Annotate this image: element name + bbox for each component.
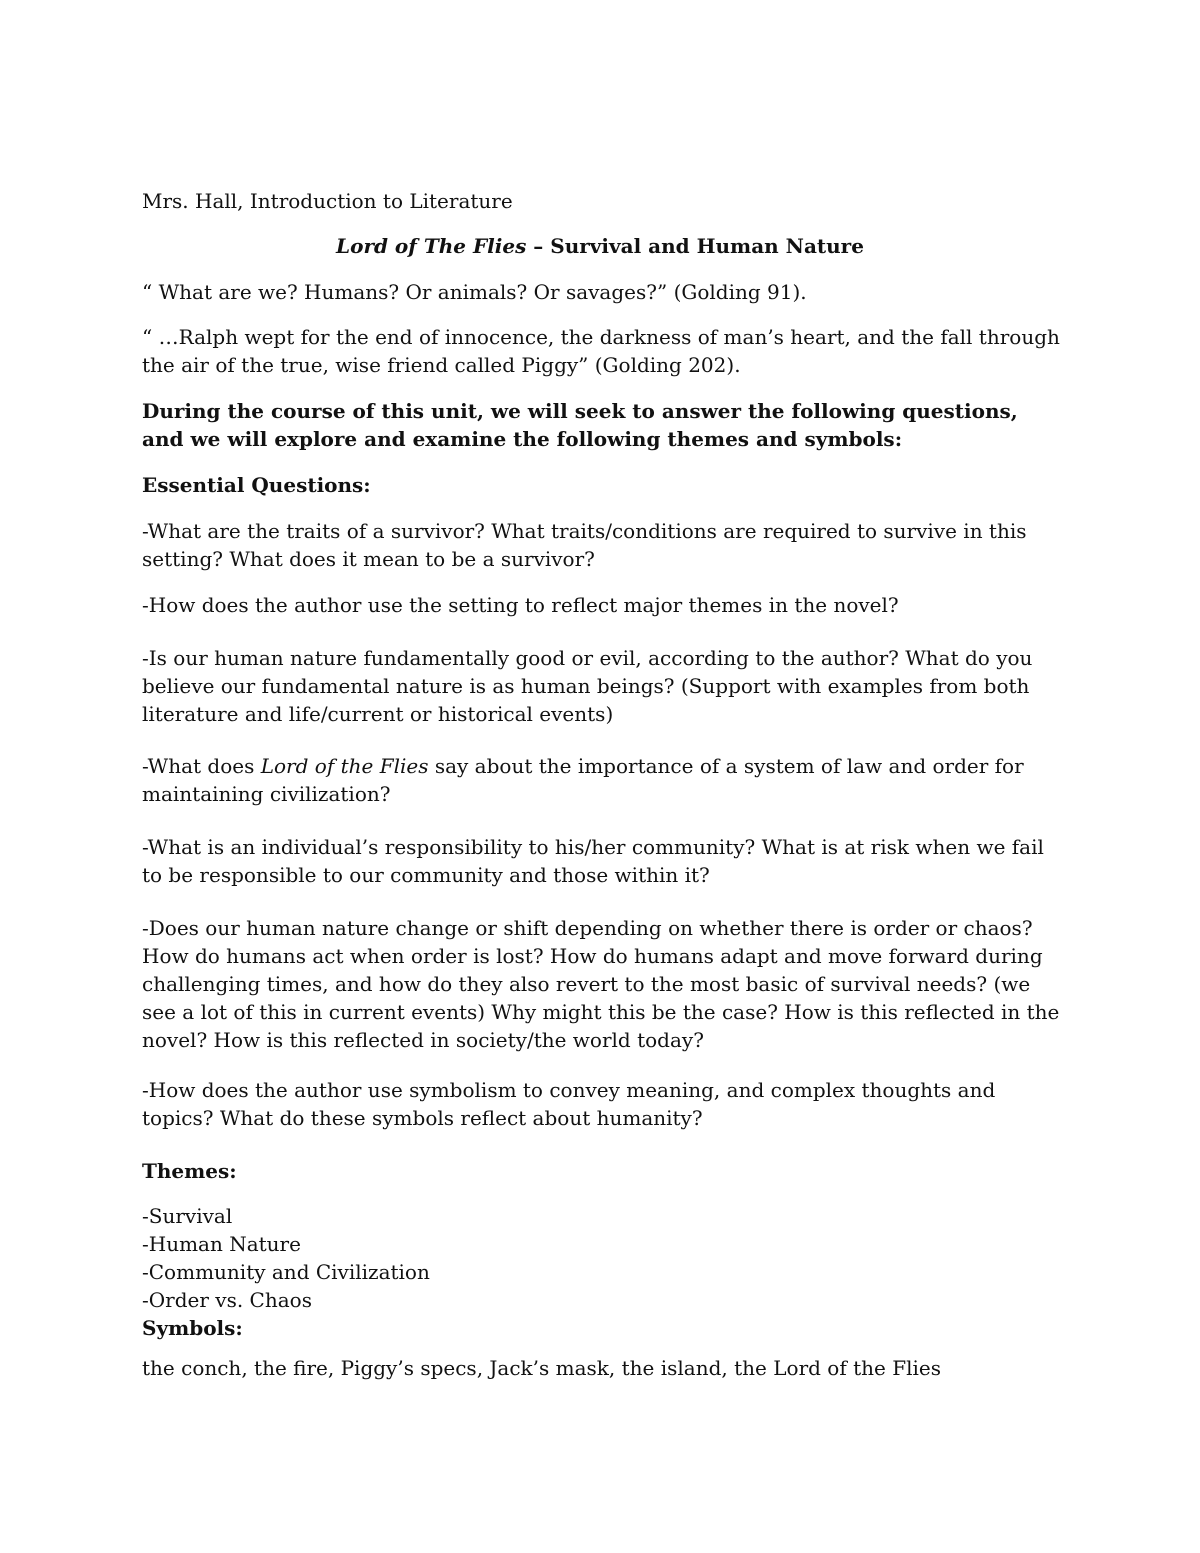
- teacher-course-line: Mrs. Hall, Introduction to Literature: [142, 189, 513, 213]
- question-6: -Does our human nature change or shift depending on whether there is order or chaos? How do humans act when order is lost? How do humans adapt and move forward during challenging times, and how do they also revert to the most basic of survival needs? (we see a lot of this in current events) Why might this be the case? How is this reflected in the novel? How is this reflected in society/the world today?: [142, 916, 1060, 1052]
- question-4: [142, 752, 1062, 808]
- question-4-start: -What does: [142, 754, 261, 778]
- question-4-book-title: Lord of the Flies: [260, 754, 429, 778]
- unit-intro: During the course of this unit, we will seek to answer the following questions, and we will explore and examine the following themes and symbols:: [142, 399, 1018, 451]
- question-3: -Is our human nature fundamentally good or evil, according to the author? What do you believe our fundamental nature is as human beings? (Support with examples from both literature and life/current or historical events): [142, 646, 1033, 726]
- theme-item: -Order vs. Chaos: [142, 1288, 312, 1312]
- question-2: -How does the author use the setting to reflect major themes in the novel?: [142, 593, 899, 617]
- themes-list: [142, 1202, 1062, 1342]
- question-1: -What are the traits of a survivor? What traits/conditions are required to survive in this setting? What does it mean to be a survivor?: [142, 519, 1027, 571]
- essential-questions-heading: Essential Questions:: [142, 473, 371, 497]
- title-rest: – Survival and Human Nature: [526, 234, 864, 258]
- title-book: Lord of The Flies: [336, 234, 527, 258]
- document-title: [0, 232, 1200, 260]
- theme-item: -Community and Civilization: [142, 1260, 430, 1284]
- symbols-list: the conch, the fire, Piggy’s specs, Jack’s mask, the island, the Lord of the Flies: [142, 1356, 941, 1380]
- theme-item: -Human Nature: [142, 1232, 301, 1256]
- question-5: -What is an individual’s responsibility to his/her community? What is at risk when we fail to be responsible to our community and those within it?: [142, 835, 1044, 887]
- themes-heading: Themes:: [142, 1159, 237, 1183]
- question-7: -How does the author use symbolism to convey meaning, and complex thoughts and topics? What do these symbols reflect about humanity?: [142, 1078, 996, 1130]
- symbols-heading: Symbols:: [142, 1316, 243, 1340]
- question-4-end: say about the importance of a system of law and order for maintaining civilization?: [142, 754, 1024, 806]
- quote-1: “ What are we? Humans? Or animals? Or savages?” (Golding 91).: [142, 280, 807, 304]
- theme-item: -Survival: [142, 1204, 233, 1228]
- quote-2: “ …Ralph wept for the end of innocence, the darkness of man’s heart, and the fall through the air of the true, wise friend called Piggy” (Golding 202).: [142, 325, 1060, 377]
